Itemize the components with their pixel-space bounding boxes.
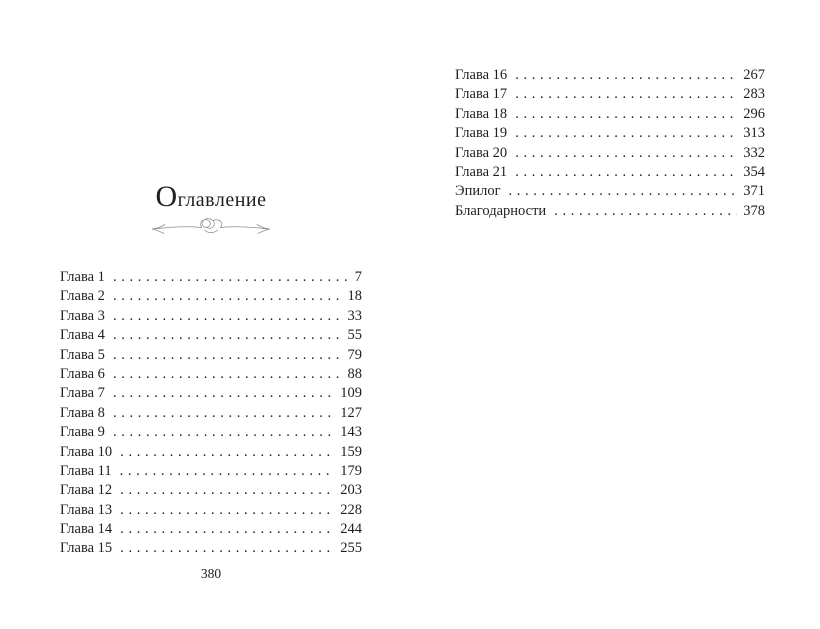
toc-entry-dot-leader <box>515 163 737 182</box>
toc-entry <box>60 539 362 558</box>
toc-entry <box>60 462 362 481</box>
toc-entry-label: Глава 13 <box>60 501 113 518</box>
toc-entry-label: Глава 19 <box>455 125 508 142</box>
toc-entry-dot-leader <box>515 144 737 163</box>
footer-page-number: 380 <box>200 566 222 581</box>
toc-entry-dot-leader <box>120 501 334 520</box>
toc-entry-label: Благодарности <box>455 202 547 219</box>
toc-list-left <box>60 268 362 559</box>
toc-entry <box>455 85 765 104</box>
toc-entry-dot-leader <box>120 539 334 558</box>
toc-entry-page-number: 159 <box>340 443 362 460</box>
toc-entry-dot-leader <box>113 384 334 403</box>
toc-entry <box>455 202 765 221</box>
toc-entry-page-number: 203 <box>340 482 362 499</box>
toc-entry-label: Глава 2 <box>60 288 105 305</box>
toc-entry-dot-leader <box>515 85 737 104</box>
toc-entry-page-number: 127 <box>340 404 362 421</box>
toc-entry-page-number: 79 <box>347 346 362 363</box>
toc-entry-label: Глава 7 <box>60 385 105 402</box>
toc-entry <box>455 124 765 143</box>
divider-flourish-icon <box>60 218 362 236</box>
toc-entry-page-number: 18 <box>347 288 362 305</box>
toc-entry <box>455 182 765 201</box>
toc-entry <box>60 365 362 384</box>
toc-entry-dot-leader <box>113 287 342 306</box>
toc-entry <box>60 443 362 462</box>
toc-entry-label: Глава 6 <box>60 365 105 382</box>
toc-entry-label: Глава 8 <box>60 404 105 421</box>
toc-entry-label: Глава 5 <box>60 346 105 363</box>
toc-entry <box>60 268 362 287</box>
toc-entry <box>455 66 765 85</box>
toc-entry-dot-leader <box>515 66 737 85</box>
toc-entry-dot-leader <box>509 182 738 201</box>
toc-entry-page-number: 378 <box>743 202 765 219</box>
toc-entry-label: Глава 14 <box>60 521 113 538</box>
toc-entry <box>60 404 362 423</box>
toc-entry-page-number: 109 <box>340 385 362 402</box>
toc-entry <box>455 163 765 182</box>
toc-entry-page-number: 283 <box>743 86 765 103</box>
toc-entry-page-number: 88 <box>347 365 362 382</box>
toc-header <box>60 180 362 236</box>
toc-entry-dot-leader <box>113 365 342 384</box>
toc-entry-dot-leader <box>113 268 349 287</box>
toc-entry-label: Глава 3 <box>60 307 105 324</box>
toc-entry <box>60 384 362 403</box>
toc-list-right <box>455 66 765 221</box>
toc-entry-label: Глава 9 <box>60 424 105 441</box>
toc-entry <box>455 144 765 163</box>
toc-entry-dot-leader <box>120 520 334 539</box>
toc-entry-page-number: 55 <box>347 327 362 344</box>
toc-entry-page-number: 143 <box>340 424 362 441</box>
toc-entry-dot-leader <box>120 443 334 462</box>
toc-entry-label: Глава 12 <box>60 482 113 499</box>
toc-entry-label: Глава 16 <box>455 67 508 83</box>
toc-entry-label: Глава 15 <box>60 540 113 557</box>
toc-entry-label: Глава 20 <box>455 144 508 161</box>
toc-entry-page-number: 267 <box>743 67 765 83</box>
toc-entry-page-number: 313 <box>743 125 765 142</box>
toc-entry <box>60 307 362 326</box>
toc-entry-label: Глава 11 <box>60 462 112 479</box>
toc-entry-dot-leader <box>113 307 342 326</box>
toc-entry-dot-leader <box>554 202 737 221</box>
toc-entry-label: Глава 4 <box>60 327 105 344</box>
toc-entry-dot-leader <box>113 326 342 345</box>
toc-entry <box>60 346 362 365</box>
toc-entry-page-number: 33 <box>347 307 362 324</box>
toc-entry-label: Глава 1 <box>60 269 105 285</box>
toc-entry-dot-leader <box>120 462 335 481</box>
toc-entry <box>60 423 362 442</box>
toc-entry-page-number: 296 <box>743 105 765 122</box>
toc-entry-dot-leader <box>113 423 334 442</box>
toc-entry-label: Глава 10 <box>60 443 113 460</box>
toc-entry-page-number: 371 <box>743 183 765 200</box>
page-title: Оглавление <box>155 180 267 213</box>
toc-entry <box>60 501 362 520</box>
toc-entry-label: Глава 21 <box>455 163 508 180</box>
toc-entry-dot-leader <box>113 404 334 423</box>
toc-entry-label: Глава 18 <box>455 105 508 122</box>
toc-entry-label: Эпилог <box>455 183 501 200</box>
toc-entry-page-number: 255 <box>340 540 362 557</box>
toc-entry-dot-leader <box>515 105 737 124</box>
toc-entry <box>60 520 362 539</box>
toc-entry-page-number: 179 <box>340 462 362 479</box>
toc-entry-dot-leader <box>515 124 737 143</box>
toc-entry-dot-leader <box>113 346 342 365</box>
toc-entry-page-number: 354 <box>743 163 765 180</box>
toc-entry-page-number: 228 <box>340 501 362 518</box>
toc-entry-page-number: 332 <box>743 144 765 161</box>
toc-entry <box>60 287 362 306</box>
toc-entry <box>60 481 362 500</box>
toc-entry-label: Глава 17 <box>455 86 508 103</box>
toc-entry <box>455 105 765 124</box>
toc-entry-page-number: 7 <box>354 269 362 285</box>
toc-entry-page-number: 244 <box>340 521 362 538</box>
toc-entry-dot-leader <box>120 481 334 500</box>
toc-entry <box>60 326 362 345</box>
